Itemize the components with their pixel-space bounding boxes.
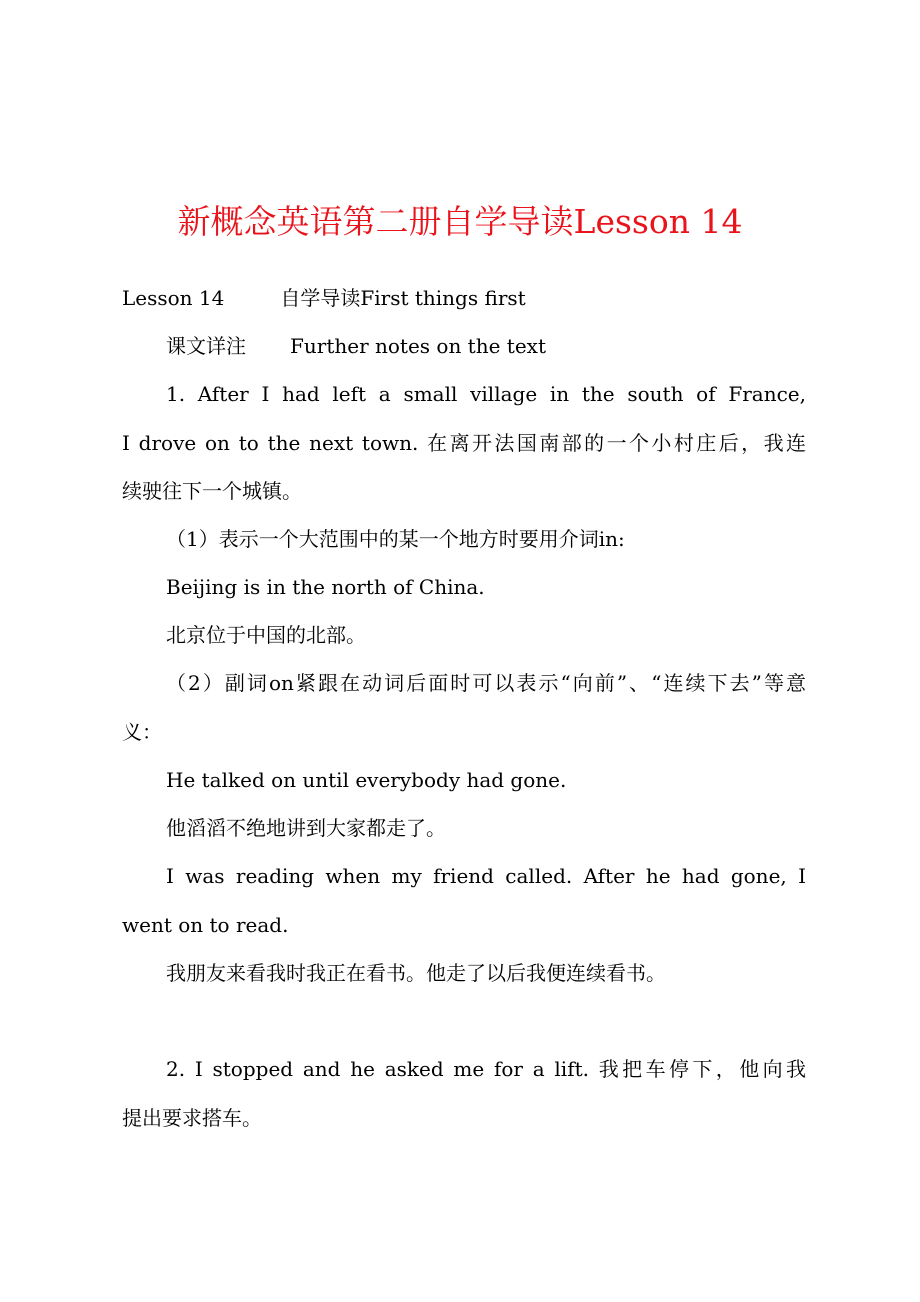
item2-line2: 提出要求搭车。 bbox=[122, 1106, 262, 1130]
lesson-number: Lesson 14 bbox=[122, 286, 225, 310]
item1-line3: 续驶往下一个城镇。 bbox=[122, 479, 302, 503]
item1-example1-en: Beijing is in the north of China. bbox=[166, 575, 485, 599]
item1-example2-en: He talked on until everybody had gone. bbox=[166, 768, 567, 792]
document-title: 新概念英语第二册自学导读Lesson 14 bbox=[177, 202, 743, 241]
notes-heading-en: Further notes on the text bbox=[290, 334, 546, 358]
item2-line1: 2. I stopped and he asked me for a lift. 我把车停下，他向我 bbox=[166, 1057, 806, 1081]
lesson-header bbox=[122, 286, 526, 310]
item1-example3-en-line2: went on to read. bbox=[122, 913, 289, 937]
item1-point2-line2: 义： bbox=[122, 720, 162, 744]
item1-example3-cn: 我朋友来看我时我正在看书。他走了以后我便连续看书。 bbox=[166, 961, 666, 985]
item1-point1: （1）表示一个大范围中的某一个地方时要用介词in: bbox=[166, 527, 625, 551]
notes-heading-cn: 课文详注 bbox=[166, 334, 246, 358]
item1-example2-cn: 他滔滔不绝地讲到大家都走了。 bbox=[166, 816, 446, 840]
notes-heading bbox=[166, 334, 546, 358]
item1-example3-en-line1: I was reading when my friend called. After he had gone, I bbox=[166, 864, 806, 888]
item1-example1-cn: 北京位于中国的北部。 bbox=[166, 623, 366, 647]
item1-line2: I drove on to the next town. 在离开法国南部的一个小村庄后，我连 bbox=[122, 431, 806, 455]
item1-line1: 1. After I had left a small village in the south of France, bbox=[166, 382, 806, 406]
lesson-subtitle: 自学导读First things first bbox=[280, 286, 526, 310]
item1-point2-line1: （2）副词on紧跟在动词后面时可以表示“向前”、“连续下去”等意 bbox=[166, 671, 806, 695]
